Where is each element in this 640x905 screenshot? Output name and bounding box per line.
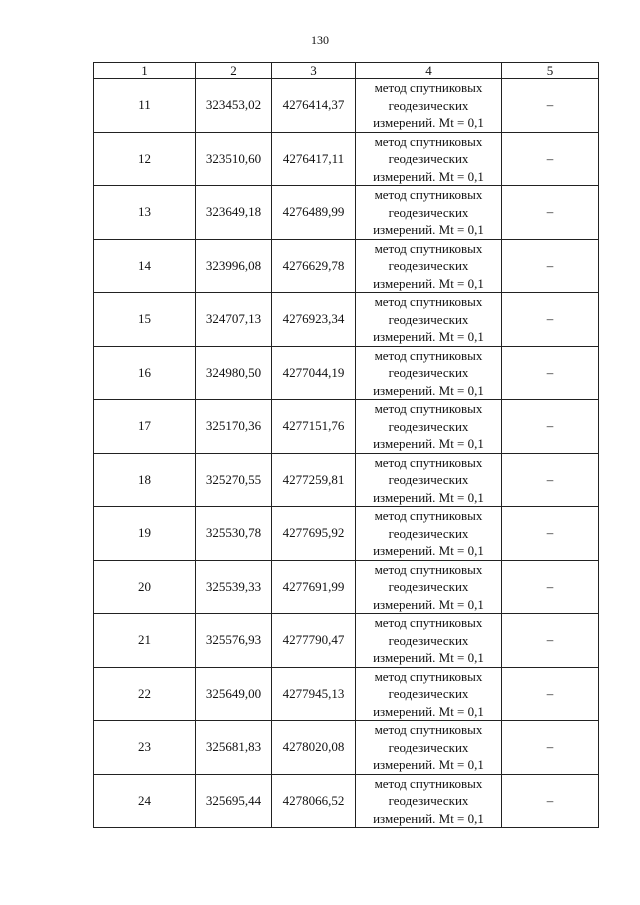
method-line-1: метод спутниковых xyxy=(374,775,483,791)
method-cell xyxy=(356,507,502,561)
method-line-2: геодезических xyxy=(388,418,469,434)
table-header-row xyxy=(94,63,599,79)
point-number-cell: 23 xyxy=(94,721,196,775)
column-5-cell xyxy=(502,507,599,561)
column-5-cell xyxy=(502,721,599,775)
x-coordinate-cell: 323453,02 xyxy=(196,79,272,133)
dash-mark: – xyxy=(546,364,554,380)
y-coordinate-cell: 4277695,92 xyxy=(272,507,356,561)
method-line-1: метод спутниковых xyxy=(374,454,483,470)
x-coordinate-cell: 323649,18 xyxy=(196,186,272,240)
method-line-3: измерений. Mt = 0,1 xyxy=(373,703,484,719)
table-row xyxy=(94,293,599,347)
table-row xyxy=(94,667,599,721)
method-line-3: измерений. Mt = 0,1 xyxy=(373,543,484,558)
table-row xyxy=(94,346,599,400)
column-5-cell xyxy=(502,293,599,347)
table-row xyxy=(94,132,599,186)
table-row xyxy=(94,507,599,561)
point-number-cell: 12 xyxy=(94,132,196,186)
y-coordinate-cell: 4276489,99 xyxy=(272,186,356,240)
table-row xyxy=(94,560,599,614)
point-number-cell: 11 xyxy=(94,79,196,133)
method-cell xyxy=(356,453,502,507)
method-cell xyxy=(356,667,502,721)
y-coordinate-cell: 4277691,99 xyxy=(272,560,356,614)
method-cell xyxy=(356,186,502,240)
header-col-5: 5 xyxy=(502,63,599,79)
method-line-3: измерений. Mt = 0,1 xyxy=(373,596,484,612)
y-coordinate-cell: 4276629,78 xyxy=(272,239,356,293)
header-col-2: 2 xyxy=(196,63,272,79)
x-coordinate-cell: 324707,13 xyxy=(196,293,272,347)
y-coordinate-cell: 4276414,37 xyxy=(272,79,356,133)
method-line-2: геодезических xyxy=(388,258,469,273)
method-line-2: геодезических xyxy=(388,204,469,220)
header-col-3: 3 xyxy=(272,63,356,79)
method-line-2: геодезических xyxy=(388,365,469,380)
dash-mark: – xyxy=(546,150,554,166)
y-coordinate-cell: 4277259,81 xyxy=(272,453,356,507)
table-row xyxy=(94,186,599,240)
method-line-3: измерений. Mt = 0,1 xyxy=(373,168,484,184)
method-cell xyxy=(356,293,502,347)
method-line-3: измерений. Mt = 0,1 xyxy=(373,222,484,237)
column-5-cell xyxy=(502,400,599,454)
dash-mark: – xyxy=(546,97,554,113)
method-line-2: геодезических xyxy=(388,739,469,755)
x-coordinate-cell: 324980,50 xyxy=(196,346,272,400)
column-5-cell xyxy=(502,560,599,614)
method-line-2: геодезических xyxy=(388,632,469,648)
method-cell xyxy=(356,400,502,454)
table-row xyxy=(94,239,599,293)
x-coordinate-cell: 325270,55 xyxy=(196,453,272,507)
method-line-3: измерений. Mt = 0,1 xyxy=(373,489,484,505)
method-line-2: геодезических xyxy=(388,97,469,113)
column-5-cell xyxy=(502,186,599,240)
dash-mark: – xyxy=(546,471,554,487)
x-coordinate-cell: 325539,33 xyxy=(196,560,272,614)
x-coordinate-cell: 325576,93 xyxy=(196,614,272,668)
y-coordinate-cell: 4277044,19 xyxy=(272,346,356,400)
method-line-1: метод спутниковых xyxy=(374,508,483,523)
dash-mark: – xyxy=(546,739,554,755)
table-row xyxy=(94,453,599,507)
dash-mark: – xyxy=(546,525,554,541)
method-cell xyxy=(356,346,502,400)
x-coordinate-cell: 325170,36 xyxy=(196,400,272,454)
method-line-1: метод спутниковых xyxy=(374,294,483,309)
y-coordinate-cell: 4277151,76 xyxy=(272,400,356,454)
method-line-1: метод спутниковых xyxy=(374,615,483,630)
column-5-cell xyxy=(502,614,599,668)
method-cell xyxy=(356,774,502,828)
method-line-2: геодезических xyxy=(388,151,469,166)
dash-mark: – xyxy=(546,204,554,220)
method-line-3: измерений. Mt = 0,1 xyxy=(373,115,484,130)
column-5-cell xyxy=(502,132,599,186)
method-line-3: измерений. Mt = 0,1 xyxy=(373,810,484,826)
page-number: 130 xyxy=(311,33,329,47)
y-coordinate-cell: 4278020,08 xyxy=(272,721,356,775)
method-line-2: геодезических xyxy=(388,686,469,701)
header-col-1: 1 xyxy=(94,63,196,79)
method-cell xyxy=(356,239,502,293)
point-number-cell: 16 xyxy=(94,346,196,400)
x-coordinate-cell: 323510,60 xyxy=(196,132,272,186)
table-row xyxy=(94,79,599,133)
x-coordinate-cell: 323996,08 xyxy=(196,239,272,293)
table-row xyxy=(94,774,599,828)
point-number-cell: 24 xyxy=(94,774,196,828)
method-cell xyxy=(356,560,502,614)
dash-mark: – xyxy=(546,685,554,701)
method-line-3: измерений. Mt = 0,1 xyxy=(373,436,484,451)
point-number-cell: 13 xyxy=(94,186,196,240)
method-line-1: метод спутниковых xyxy=(374,722,483,737)
method-line-1: метод спутниковых xyxy=(374,401,483,416)
x-coordinate-cell: 325681,83 xyxy=(196,721,272,775)
method-line-1: метод спутниковых xyxy=(374,561,483,577)
y-coordinate-cell: 4277790,47 xyxy=(272,614,356,668)
column-5-cell xyxy=(502,667,599,721)
x-coordinate-cell: 325695,44 xyxy=(196,774,272,828)
dash-mark: – xyxy=(546,578,554,594)
method-line-2: геодезических xyxy=(388,472,469,487)
point-number-cell: 15 xyxy=(94,293,196,347)
column-5-cell xyxy=(502,774,599,828)
method-line-3: измерений. Mt = 0,1 xyxy=(373,329,484,344)
point-number-cell: 18 xyxy=(94,453,196,507)
coordinates-table xyxy=(93,62,599,828)
column-5-cell xyxy=(502,346,599,400)
method-line-1: метод спутниковых xyxy=(374,133,483,149)
point-number-cell: 22 xyxy=(94,667,196,721)
method-line-3: измерений. Mt = 0,1 xyxy=(373,757,484,772)
x-coordinate-cell: 325649,00 xyxy=(196,667,272,721)
dash-mark: – xyxy=(546,257,554,273)
point-number-cell: 17 xyxy=(94,400,196,454)
method-line-1: метод спутниковых xyxy=(374,187,483,202)
table-row xyxy=(94,614,599,668)
method-line-3: измерений. Mt = 0,1 xyxy=(373,275,484,291)
point-number-cell: 14 xyxy=(94,239,196,293)
method-line-1: метод спутниковых xyxy=(374,240,483,256)
y-coordinate-cell: 4276417,11 xyxy=(272,132,356,186)
header-col-4: 4 xyxy=(356,63,502,79)
y-coordinate-cell: 4276923,34 xyxy=(272,293,356,347)
dash-mark: – xyxy=(546,311,554,327)
method-cell xyxy=(356,721,502,775)
column-5-cell xyxy=(502,453,599,507)
method-line-3: измерений. Mt = 0,1 xyxy=(373,382,484,398)
column-5-cell xyxy=(502,239,599,293)
method-line-2: геодезических xyxy=(388,793,469,808)
dash-mark: – xyxy=(546,792,554,808)
method-line-3: измерений. Mt = 0,1 xyxy=(373,650,484,665)
method-line-2: геодезических xyxy=(388,579,469,594)
method-line-1: метод спутниковых xyxy=(374,347,483,363)
method-line-2: геодезических xyxy=(388,525,469,541)
point-number-cell: 19 xyxy=(94,507,196,561)
y-coordinate-cell: 4278066,52 xyxy=(272,774,356,828)
point-number-cell: 21 xyxy=(94,614,196,668)
dash-mark: – xyxy=(546,632,554,648)
table-row xyxy=(94,721,599,775)
method-line-1: метод спутниковых xyxy=(374,668,483,684)
method-cell xyxy=(356,614,502,668)
table-row xyxy=(94,400,599,454)
method-line-1: метод спутниковых xyxy=(374,80,483,95)
method-cell xyxy=(356,132,502,186)
method-line-2: геодезических xyxy=(388,311,469,327)
dash-mark: – xyxy=(546,418,554,434)
method-cell xyxy=(356,79,502,133)
column-5-cell xyxy=(502,79,599,133)
x-coordinate-cell: 325530,78 xyxy=(196,507,272,561)
y-coordinate-cell: 4277945,13 xyxy=(272,667,356,721)
point-number-cell: 20 xyxy=(94,560,196,614)
